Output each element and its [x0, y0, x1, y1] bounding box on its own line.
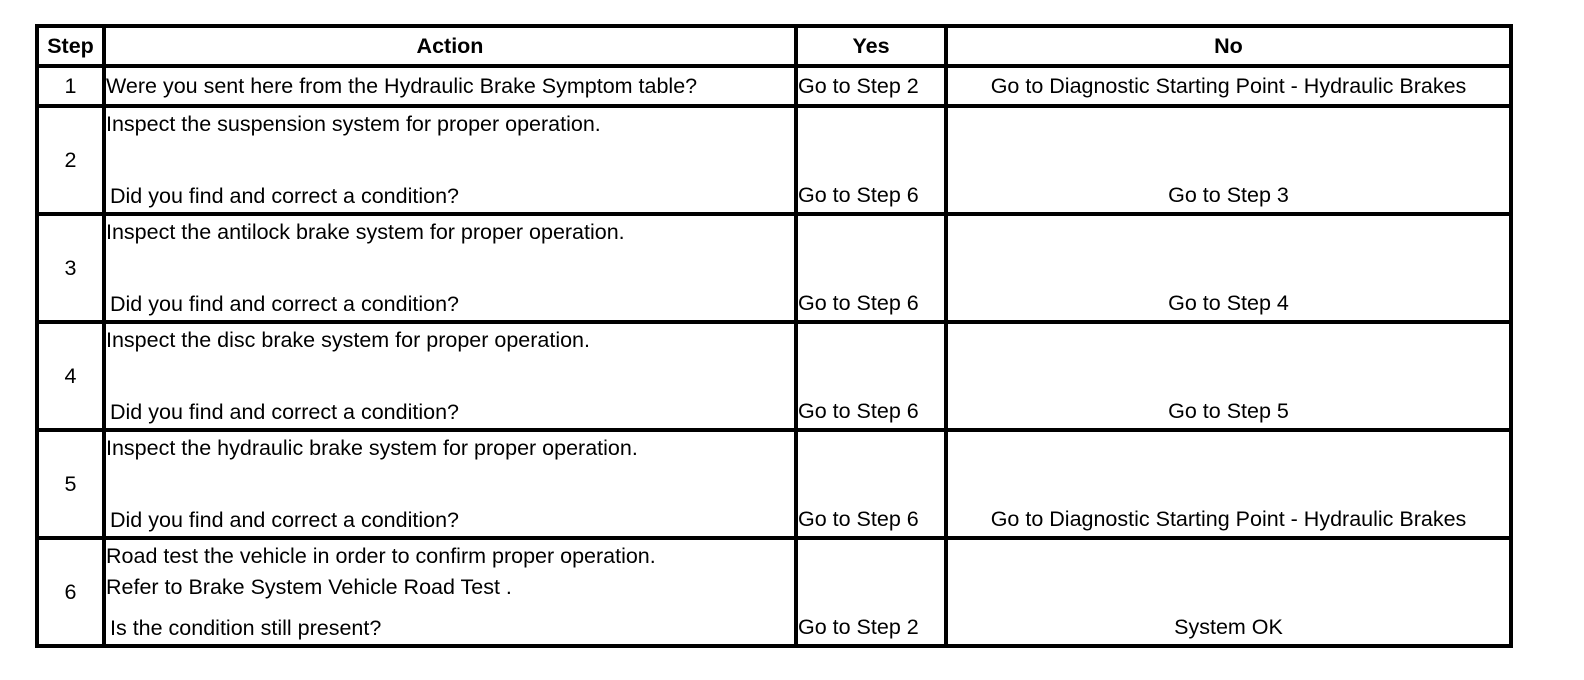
no-text: Go to Step 3 [1168, 183, 1289, 207]
table-row-step-5 [37, 430, 1511, 538]
yes-cell [796, 430, 946, 538]
action-instruction: Inspect the disc brake system for proper operation. [106, 328, 590, 352]
header-yes: Yes [796, 26, 946, 66]
no-cell [946, 66, 1511, 106]
action-instruction: Road test the vehicle in order to confirm proper operation. [106, 544, 656, 568]
action-cell [104, 538, 796, 646]
no-text: System OK [1174, 615, 1283, 639]
step-number: 6 [37, 538, 104, 646]
yes-cell [796, 322, 946, 430]
yes-cell [796, 538, 946, 646]
no-text: Go to Diagnostic Starting Point - Hydraulic Brakes [990, 507, 1467, 531]
action-question: Did you find and correct a condition? [110, 184, 459, 208]
header-action: Action [104, 26, 796, 66]
yes-text: Go to Step 2 [798, 615, 919, 639]
no-cell [946, 430, 1511, 538]
step-number: 2 [37, 106, 104, 214]
no-cell [946, 214, 1511, 322]
yes-text: Go to Step 2 [798, 73, 919, 98]
action-cell [104, 214, 796, 322]
diagnostic-table [35, 24, 1513, 648]
table-row-step-1 [37, 66, 1511, 106]
table-row-step-6 [37, 538, 1511, 646]
yes-text: Go to Step 6 [798, 183, 919, 207]
no-text: Go to Diagnostic Starting Point - Hydraulic Brakes [990, 73, 1467, 98]
action-reference: Refer to Brake System Vehicle Road Test . [106, 575, 512, 599]
step-number: 3 [37, 214, 104, 322]
header-row [37, 26, 1511, 66]
action-cell [104, 430, 796, 538]
action-cell [104, 322, 796, 430]
action-question: Did you find and correct a condition? [110, 292, 459, 316]
step-number: 5 [37, 430, 104, 538]
no-cell [946, 538, 1511, 646]
yes-cell [796, 66, 946, 106]
table-body [37, 66, 1511, 646]
yes-text: Go to Step 6 [798, 399, 919, 423]
yes-cell [796, 214, 946, 322]
yes-text: Go to Step 6 [798, 291, 919, 315]
table-header [37, 26, 1511, 66]
action-text: Were you sent here from the Hydraulic Brake Symptom table? [106, 74, 698, 98]
action-cell [104, 106, 796, 214]
step-number: 4 [37, 322, 104, 430]
action-instruction: Inspect the antilock brake system for proper operation. [106, 220, 625, 244]
table-row-step-2 [37, 106, 1511, 214]
header-step: Step [37, 26, 104, 66]
action-question: Did you find and correct a condition? [110, 508, 459, 532]
yes-cell [796, 106, 946, 214]
action-question: Is the condition still present? [110, 616, 382, 640]
action-cell [104, 66, 796, 106]
step-number: 1 [37, 66, 104, 106]
action-question: Did you find and correct a condition? [110, 400, 459, 424]
no-text: Go to Step 5 [1168, 399, 1289, 423]
no-cell [946, 106, 1511, 214]
action-instruction: Inspect the hydraulic brake system for proper operation. [106, 436, 638, 460]
table-row-step-3 [37, 214, 1511, 322]
no-text: Go to Step 4 [1168, 291, 1289, 315]
yes-text: Go to Step 6 [798, 507, 919, 531]
header-no: No [946, 26, 1511, 66]
no-cell [946, 322, 1511, 430]
action-instruction: Inspect the suspension system for proper operation. [106, 112, 601, 136]
table-row-step-4 [37, 322, 1511, 430]
